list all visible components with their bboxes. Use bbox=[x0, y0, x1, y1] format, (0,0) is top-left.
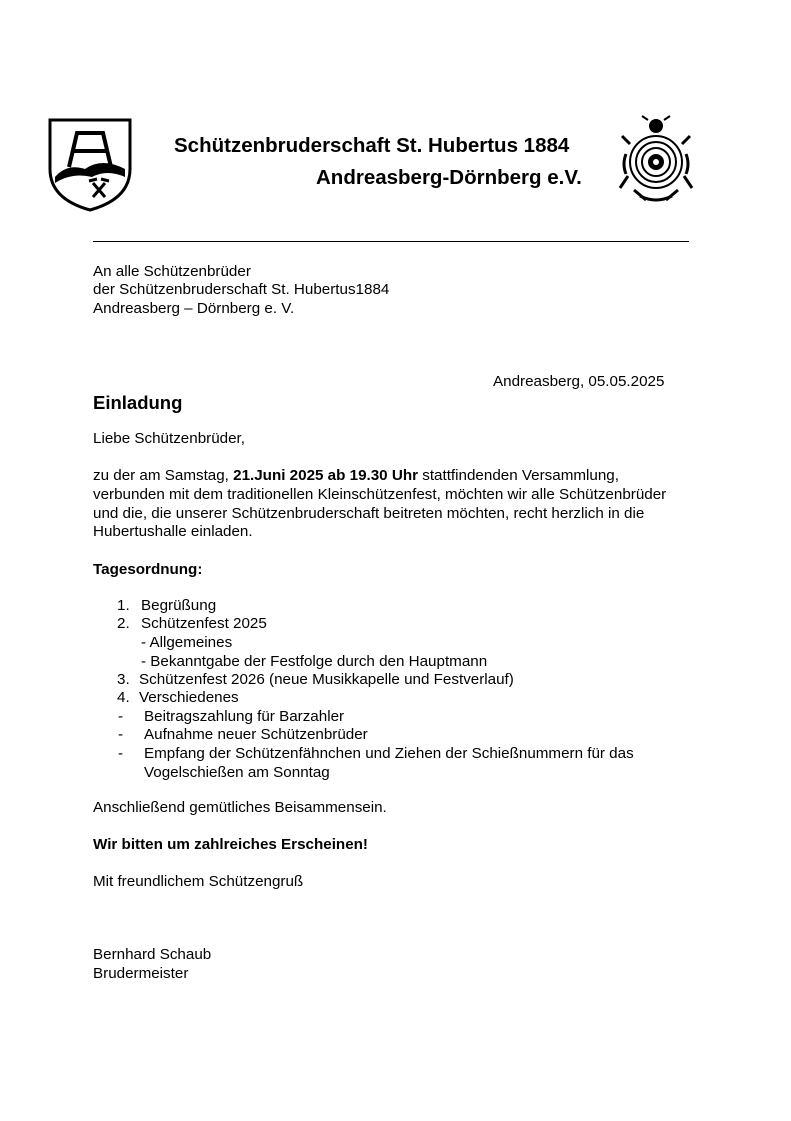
intro-line-4: Hubertushalle einladen. bbox=[93, 523, 253, 540]
village-coat-of-arms-icon bbox=[47, 117, 133, 213]
agenda-number: 1. bbox=[117, 597, 130, 614]
recipient-line-3: Andreasberg – Dörnberg e. V. bbox=[93, 300, 295, 317]
agenda-bullet: - bbox=[118, 745, 124, 762]
agenda-item: Schützenfest 2025 bbox=[141, 615, 267, 632]
header-divider bbox=[93, 241, 689, 242]
organization-location: Andreasberg-Dörnberg e.V. bbox=[316, 166, 582, 189]
intro-line-2: verbunden mit dem traditionellen Kleinschützenfest, möchten wir alle Schützenbrüder bbox=[93, 486, 667, 503]
agenda-item: Begrüßung bbox=[141, 597, 217, 614]
agenda-item-continuation: Vogelschießen am Sonntag bbox=[144, 764, 330, 781]
event-date-time: 21.Juni 2025 ab 19.30 Uhr bbox=[233, 467, 419, 484]
intro-text: stattfindenden Versammlung, bbox=[418, 467, 619, 484]
closing-social: Anschließend gemütliches Beisammensein. bbox=[93, 799, 387, 816]
intro-line-3: und die, die unserer Schützenbruderschaft beitreten möchten, recht herzlich in die bbox=[93, 505, 645, 522]
appeal: Wir bitten um zahlreiches Erscheinen! bbox=[93, 836, 368, 853]
greeting: Mit freundlichem Schützengruß bbox=[93, 873, 304, 890]
agenda-item: Beitragszahlung für Barzahler bbox=[144, 708, 345, 725]
letter-title: Einladung bbox=[93, 392, 183, 413]
agenda-number: 4. bbox=[117, 689, 130, 706]
agenda-bullet: - bbox=[118, 726, 124, 743]
agenda-item: Verschiedenes bbox=[139, 689, 239, 706]
agenda-number: 3. bbox=[117, 671, 130, 688]
intro-line-1 bbox=[93, 467, 619, 485]
agenda-subitem: - Allgemeines bbox=[141, 634, 233, 651]
signature-name: Bernhard Schaub bbox=[93, 946, 212, 963]
agenda-number: 2. bbox=[117, 615, 130, 632]
agenda-heading: Tagesordnung: bbox=[93, 561, 203, 578]
agenda-item: Schützenfest 2026 (neue Musikkapelle und Festverlauf) bbox=[139, 671, 514, 688]
agenda-bullet: - bbox=[118, 708, 124, 725]
agenda-item: Aufnahme neuer Schützenbrüder bbox=[144, 726, 368, 743]
agenda-subitem: - Bekanntgabe der Festfolge durch den Hauptmann bbox=[141, 653, 488, 670]
recipient-line-1: An alle Schützenbrüder bbox=[93, 263, 251, 280]
recipient-line-2: der Schützenbruderschaft St. Hubertus1884 bbox=[93, 281, 390, 298]
place-date: Andreasberg, 05.05.2025 bbox=[493, 373, 665, 390]
signature-role: Brudermeister bbox=[93, 965, 189, 982]
salutation: Liebe Schützenbrüder, bbox=[93, 430, 245, 447]
shooting-target-emblem-icon bbox=[618, 114, 696, 204]
organization-name: Schützenbruderschaft St. Hubertus 1884 bbox=[174, 134, 570, 157]
intro-text: zu der am Samstag, bbox=[93, 467, 234, 484]
agenda-item: Empfang der Schützenfähnchen und Ziehen der Schießnummern für das bbox=[144, 745, 634, 762]
